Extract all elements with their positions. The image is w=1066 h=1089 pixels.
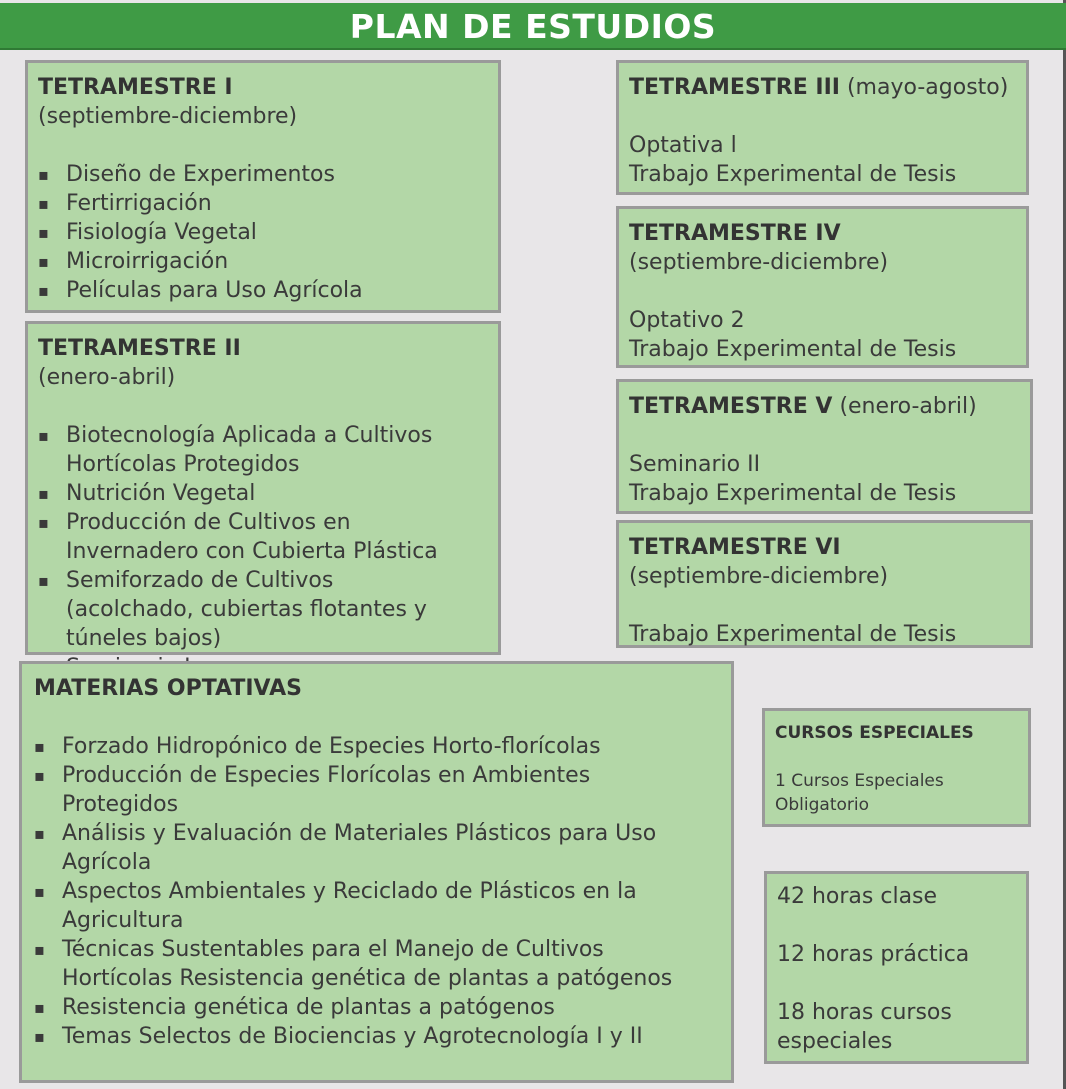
list-item: ▪ Semiforzado de Cultivos (acolchado, cubiertas flotantes y túneles bajos) (38, 566, 458, 653)
tetramestre-2-list (38, 421, 458, 682)
tetramestre-3-title: TETRAMESTRE III (629, 75, 840, 100)
tetramestre-4-line-2: Trabajo Experimental de Tesis (629, 337, 957, 362)
horas-cursos-especiales: 18 horas cursos especiales (777, 1000, 952, 1054)
cursos-especiales-title: CURSOS ESPECIALES (775, 723, 974, 743)
optativas-box (19, 661, 734, 1083)
list-item: ▪ Producción de Cultivos en Invernadero con Cubierta Plástica (38, 508, 458, 566)
list-item: ▪ Forzado Hidropónico de Especies Horto-florícolas (34, 732, 694, 761)
tetramestre-3-line-2: Trabajo Experimental de Tesis (629, 162, 957, 187)
tetramestre-4-line-1: Optativo 2 (629, 308, 745, 333)
tetramestre-4-box (616, 206, 1029, 368)
tetramestre-3-box (616, 60, 1029, 195)
tetramestre-2-box (25, 321, 501, 655)
tetramestre-4-period: (septiembre-diciembre) (629, 250, 889, 275)
list-item: ▪ Fertirrigación (38, 189, 488, 218)
horas-practica: 12 horas práctica (777, 942, 970, 967)
tetramestre-6-line-1: Trabajo Experimental de Tesis (629, 622, 957, 647)
optativas-list (34, 732, 694, 1051)
tetramestre-2-title: TETRAMESTRE II (38, 336, 241, 361)
optativas-title: MATERIAS OPTATIVAS (34, 676, 302, 701)
list-item: ▪ Resistencia genética de plantas a patógenos (34, 993, 694, 1022)
tetramestre-1-period: (septiembre-diciembre) (38, 104, 298, 129)
list-item: ▪ Temas Selectos de Biociencias y Agrotecnología I y II (34, 1022, 694, 1051)
tetramestre-5-line-2: Trabajo Experimental de Tesis (629, 481, 957, 506)
list-item: ▪ Técnicas Sustentables para el Manejo de Cultivos Hortícolas Resistencia genética de plantas a patógenos (34, 935, 694, 993)
list-item: ▪ Microirrigación (38, 247, 488, 276)
tetramestre-5-period: (enero-abril) (839, 394, 977, 419)
tetramestre-6-period: (septiembre-diciembre) (629, 564, 889, 589)
cursos-especiales-line-1: 1 Cursos Especiales (775, 771, 944, 791)
cursos-especiales-line-2: Obligatorio (775, 795, 870, 815)
tetramestre-5-box (616, 379, 1033, 514)
tetramestre-5-title: TETRAMESTRE V (629, 394, 833, 419)
list-item: ▪ Análisis y Evaluación de Materiales Plásticos para Uso Agrícola (34, 819, 694, 877)
tetramestre-1-title: TETRAMESTRE I (38, 75, 233, 100)
tetramestre-3-period: (mayo-agosto) (846, 75, 1009, 100)
tetramestre-6-title: TETRAMESTRE VI (629, 535, 841, 560)
tetramestre-2-period: (enero-abril) (38, 365, 176, 390)
list-item: ▪ Fisiología Vegetal (38, 218, 488, 247)
list-item: ▪ Producción de Especies Florícolas en Ambientes Protegidos (34, 761, 694, 819)
horas-box (764, 871, 1029, 1064)
tetramestre-3-line-1: Optativa l (629, 133, 737, 158)
tetramestre-1-list (38, 160, 488, 305)
tetramestre-6-box (616, 520, 1033, 648)
list-item: ▪ Diseño de Experimentos (38, 160, 488, 189)
tetramestre-5-line-1: Seminario II (629, 452, 761, 477)
tetramestre-1-box (25, 60, 501, 313)
list-item: ▪ Películas para Uso Agrícola (38, 276, 488, 305)
list-item: ▪ Biotecnología Aplicada a Cultivos Hortícolas Protegidos (38, 421, 458, 479)
tetramestre-4-title: TETRAMESTRE IV (629, 221, 841, 246)
list-item: ▪ Nutrición Vegetal (38, 479, 458, 508)
cursos-especiales-box (762, 708, 1031, 827)
page-title: PLAN DE ESTUDIOS (0, 3, 1066, 50)
list-item: ▪ Aspectos Ambientales y Reciclado de Plásticos en la Agricultura (34, 877, 694, 935)
horas-clase: 42 horas clase (777, 884, 938, 909)
